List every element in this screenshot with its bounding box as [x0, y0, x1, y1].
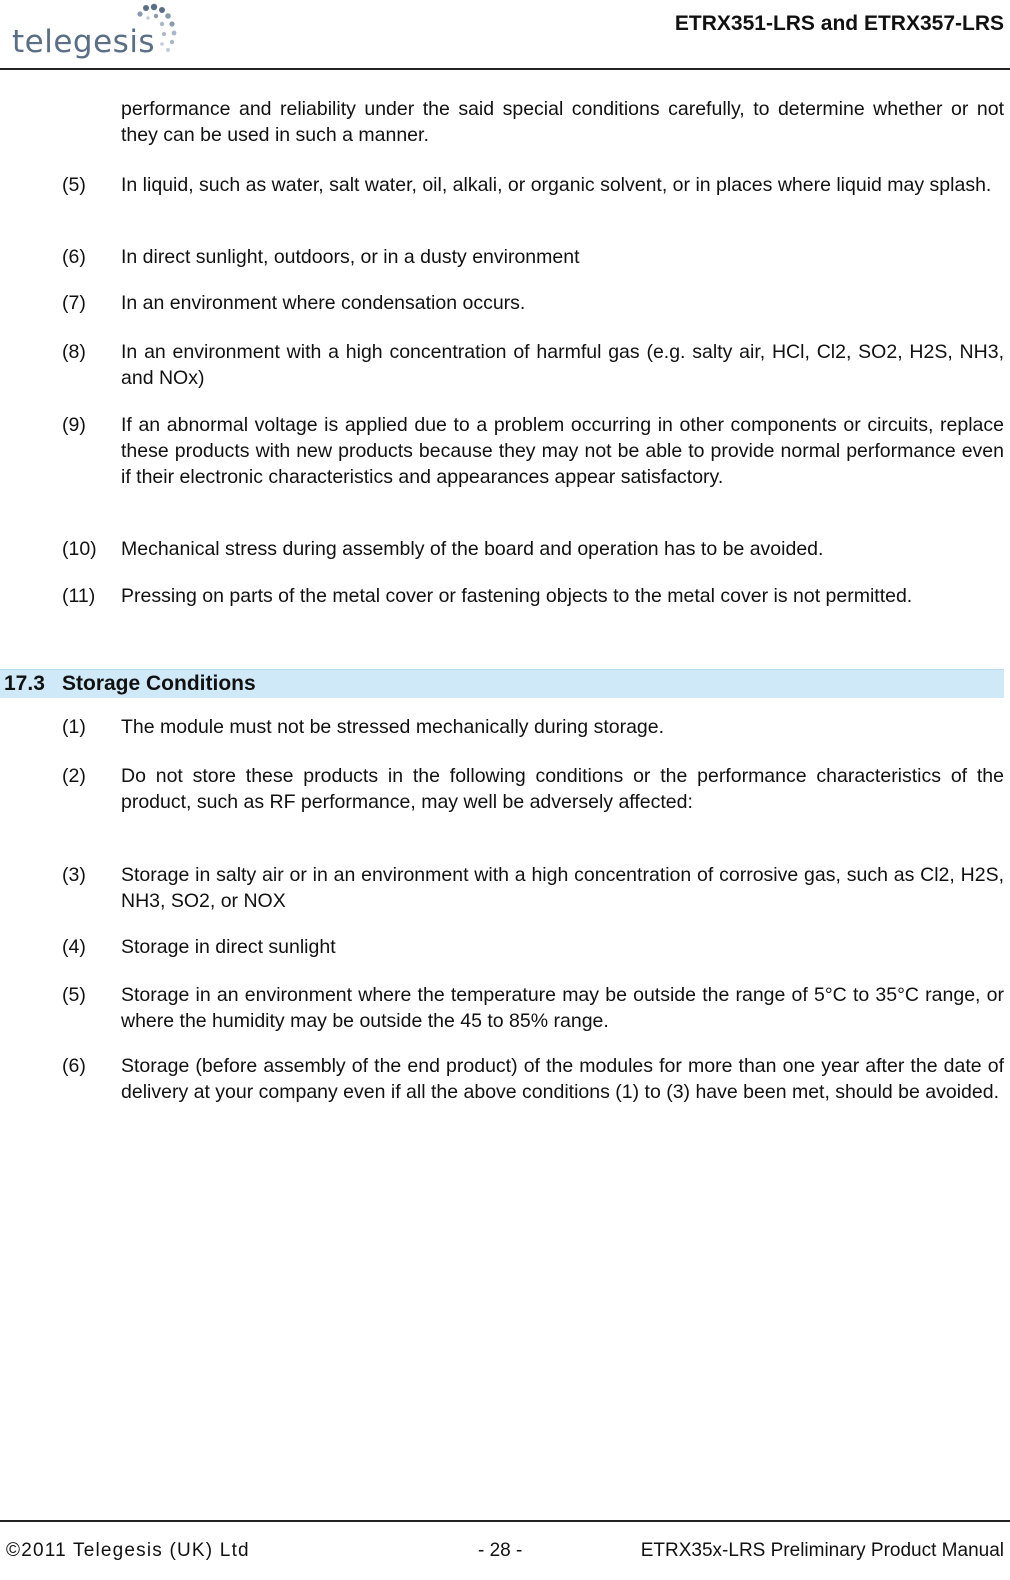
page-header — [0, 0, 1010, 70]
item-number: (10) — [62, 538, 97, 560]
item-number: (5) — [62, 174, 86, 196]
item-text: In liquid, such as water, salt water, oil, alkali, or organic solvent, or in places where liquid may splash. — [121, 174, 992, 196]
item-number: (9) — [62, 414, 86, 436]
page-footer — [0, 1520, 1010, 1580]
item-number: (5) — [62, 984, 86, 1006]
manual-title: ETRX35x-LRS Preliminary Product Manual — [640, 1540, 1004, 1561]
item-text: Storage in an environment where the temperature may be outside the range of 5°C to 35°C range, or where the humidity may be outside the 45 to 85% range. — [121, 984, 1004, 1032]
logo-dots-icon — [120, 2, 186, 64]
item-text: In an environment with a high concentration of harmful gas (e.g. salty air, HCl, Cl2, SO2, H2S, NH3, and NOx) — [121, 341, 1004, 389]
item-text: In an environment where condensation occurs. — [121, 292, 526, 314]
logo-wordmark: telegesis — [12, 24, 156, 60]
item-text: Do not store these products in the following conditions or the performance characteristics of the product, such as RF performance, may well be adversely affected: — [121, 765, 1004, 813]
item-number: (7) — [62, 292, 86, 314]
item-number: (3) — [62, 864, 86, 886]
item-number: (1) — [62, 716, 86, 738]
item-number: (2) — [62, 765, 86, 787]
item-number: (8) — [62, 341, 86, 363]
section-number: 17.3 — [4, 672, 45, 695]
telegesis-logo — [10, 2, 180, 64]
item-text: The module must not be stressed mechanically during storage. — [121, 716, 665, 738]
item-text: If an abnormal voltage is applied due to a problem occurring in other components or circuits, replace these products with new products because they may not be able to provide normal performance even if their electronic characteristics and appearances appear satisfactory. — [121, 414, 1004, 488]
section-title: Storage Conditions — [62, 672, 256, 695]
item-text: Mechanical stress during assembly of the board and operation has to be avoided. — [121, 538, 824, 560]
page-number: - 28 - — [478, 1540, 523, 1561]
item-number: (6) — [62, 1055, 86, 1077]
item-text: Storage (before assembly of the end product) of the modules for more than one year after the date of delivery at your company even if all the above conditions (1) to (3) have been met, should be avoided. — [121, 1055, 1004, 1103]
item-text: In direct sunlight, outdoors, or in a dusty environment — [121, 246, 580, 268]
item-text: Storage in salty air or in an environment with a high concentration of corrosive gas, such as Cl2, H2S, NH3, SO2, or NOX — [121, 864, 1004, 912]
item-number: (6) — [62, 246, 86, 268]
item-number: (4) — [62, 936, 86, 958]
item-text: Storage in direct sunlight — [121, 936, 336, 958]
item-number: (11) — [62, 585, 96, 607]
document-title: ETRX351-LRS and ETRX357-LRS — [674, 12, 1004, 35]
section-heading — [0, 669, 1004, 698]
copyright-text: ©2011 Telegesis (UK) Ltd — [6, 1540, 250, 1561]
intro-text: performance and reliability under the said special conditions carefully, to determine whether or not they can be used in such a manner. — [121, 98, 1004, 146]
item-text: Pressing on parts of the metal cover or fastening objects to the metal cover is not permitted. — [121, 585, 913, 607]
